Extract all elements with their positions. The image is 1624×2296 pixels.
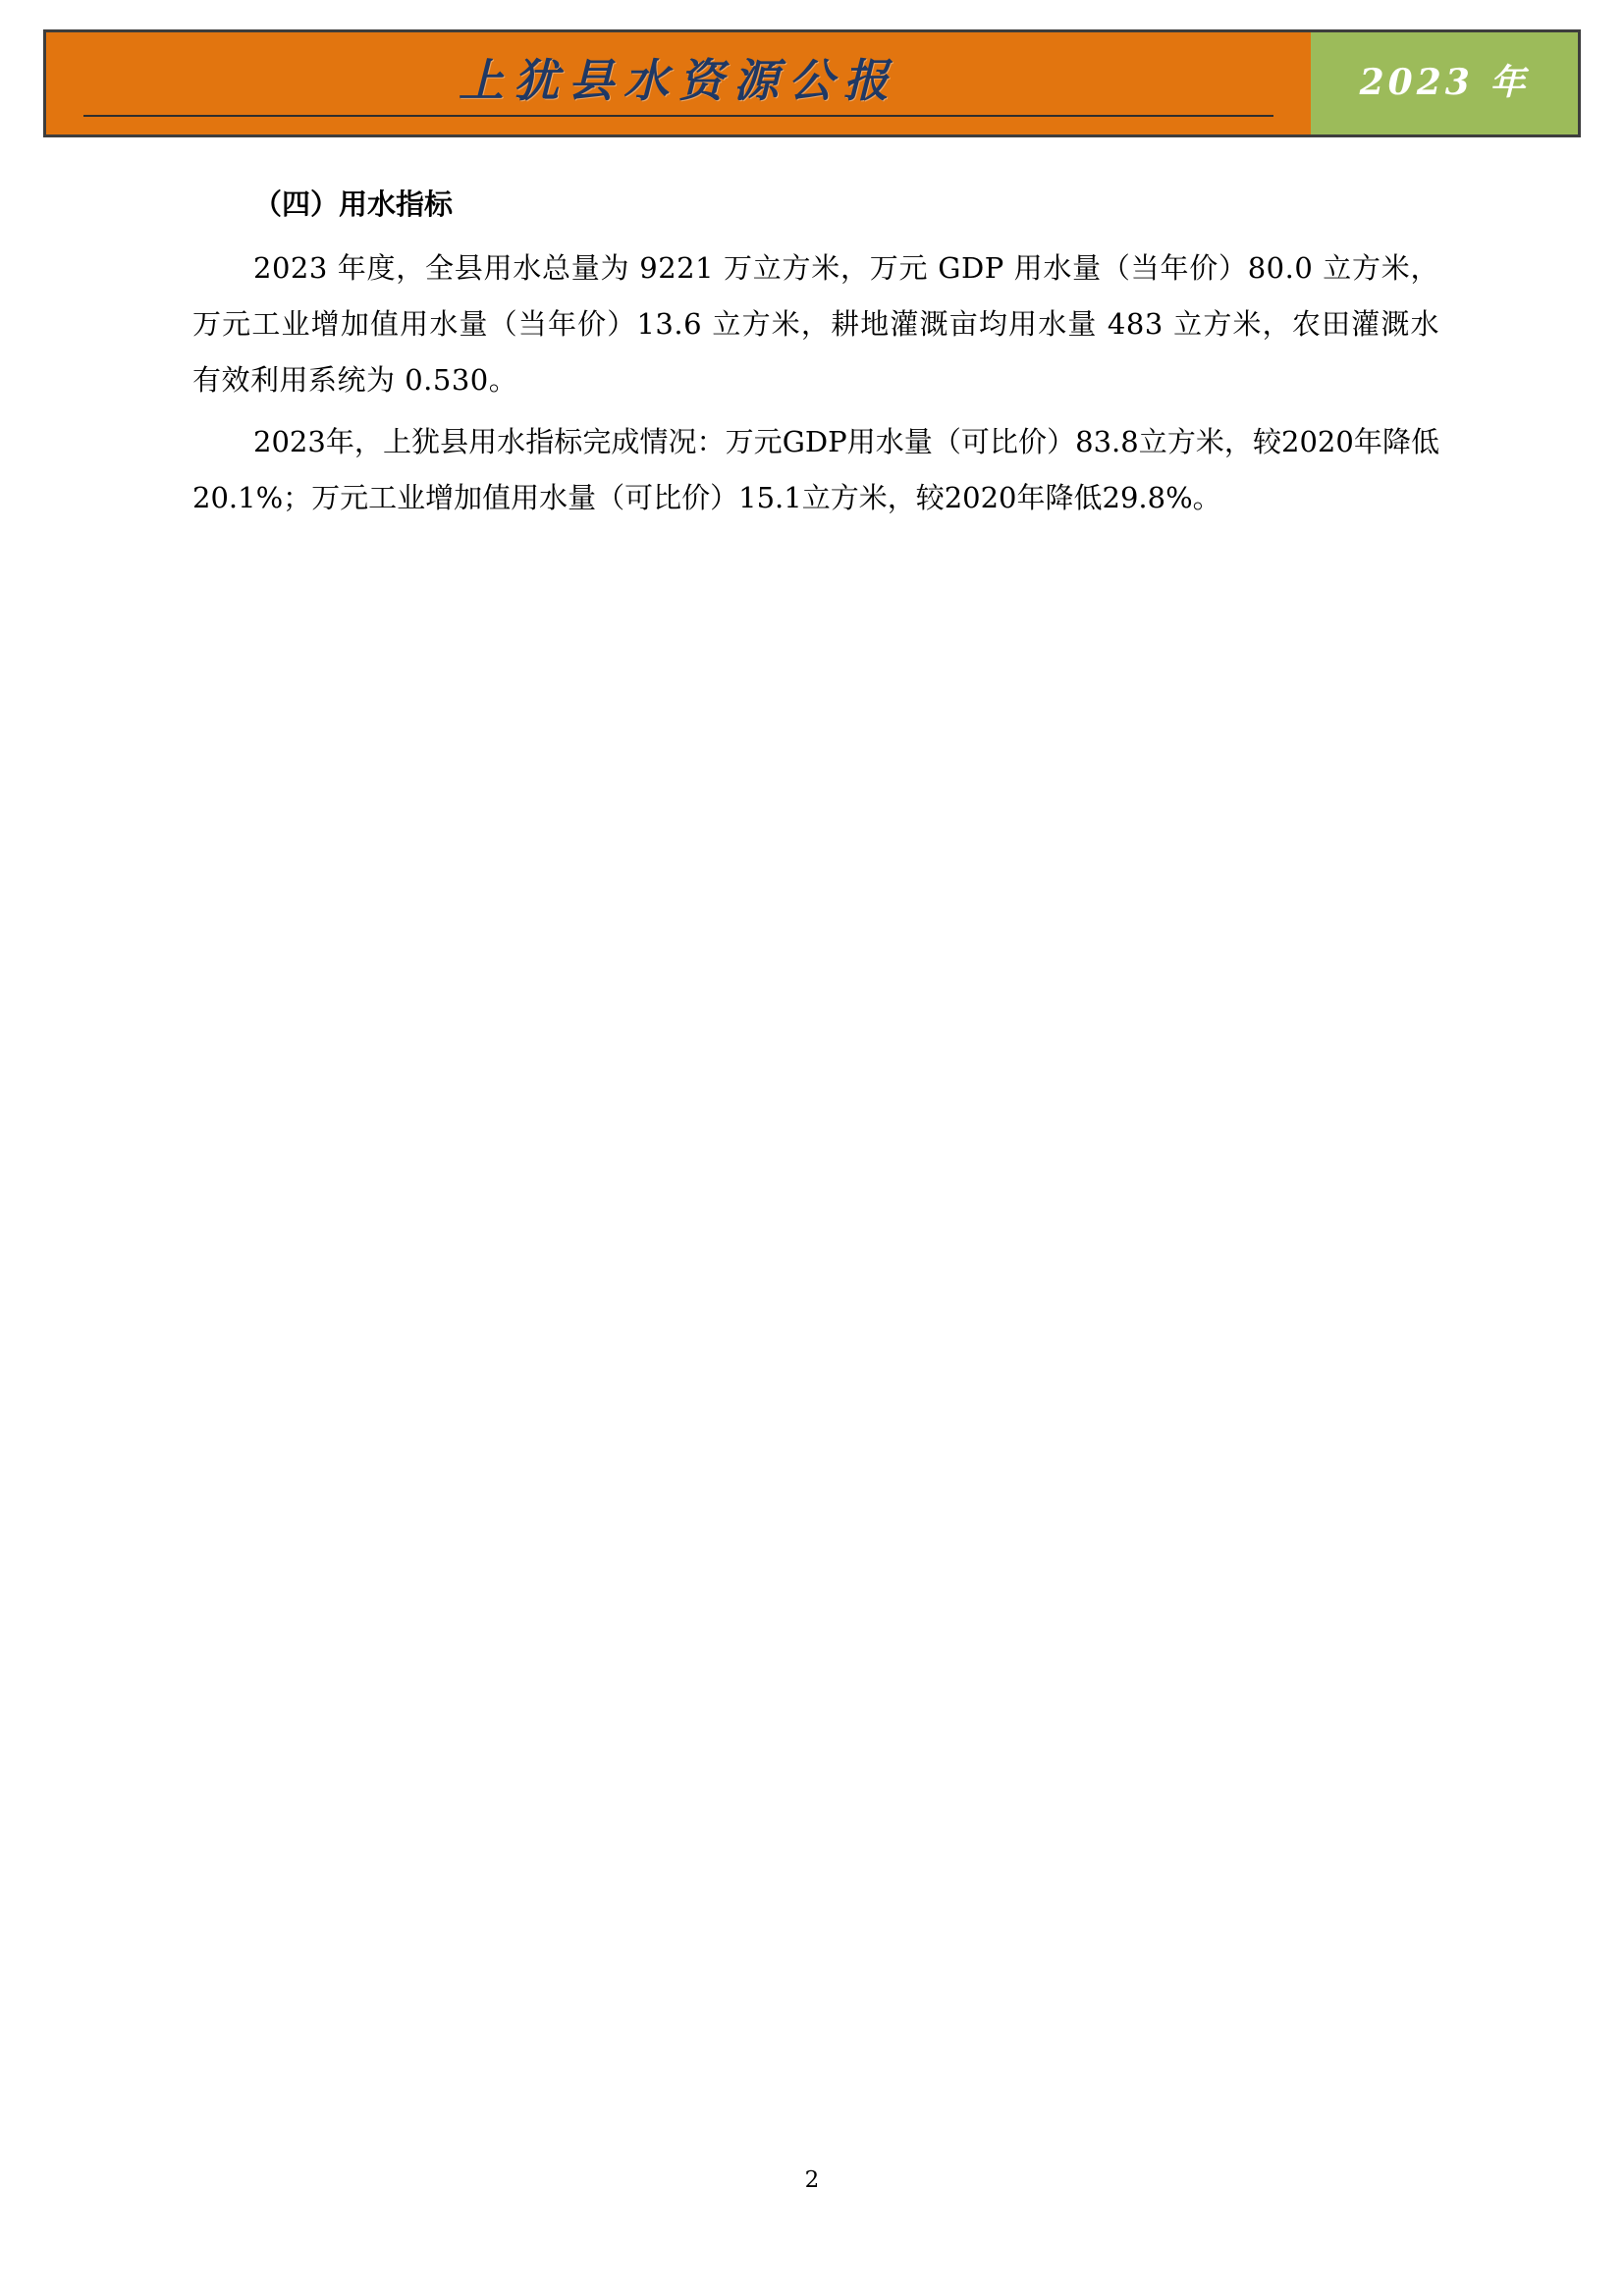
header-title-underline (83, 115, 1273, 117)
document-body (192, 183, 1439, 532)
document-header-banner (43, 29, 1581, 137)
paragraph-2: 2023年，上犹县用水指标完成情况：万元GDP用水量（可比价）83.8立方米，较2020年降低20.1%；万元工业增加值用水量（可比价）15.1立方米，较2020年降低29.8%。 (192, 424, 1439, 514)
document-year: 2023 年 (1359, 61, 1530, 103)
header-year-block (1311, 32, 1578, 134)
page-number: 2 (804, 2167, 820, 2193)
document-title: 上犹县水资源公报 (459, 54, 898, 107)
paragraph-1: 2023 年度，全县用水总量为 9221 万立方米，万元 GDP 用水量（当年价）80.0 立方米，万元工业增加值用水量（当年价）13.6 立方米，耕地灌溉亩均用水量 483 立方米，农田灌溉水有效利用系统为 0.530。 (192, 250, 1439, 397)
section-heading: （四）用水指标 (253, 187, 454, 221)
header-title-block (46, 32, 1311, 134)
